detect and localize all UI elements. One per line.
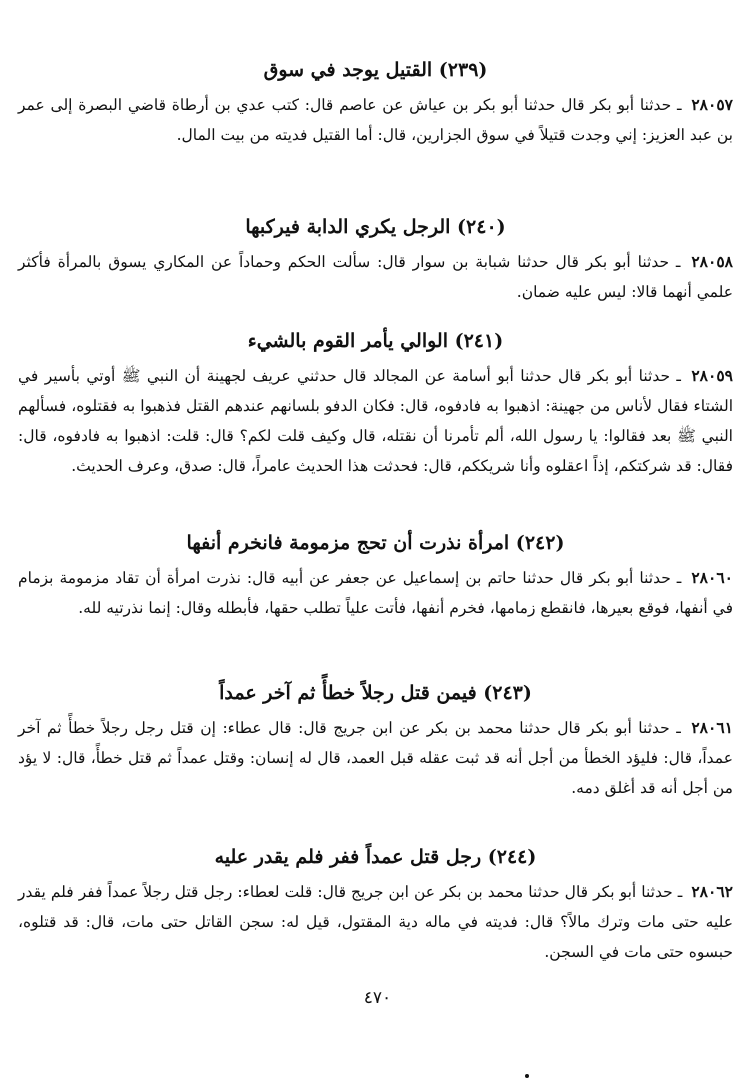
- section-heading: (٢٤١) الوالي يأمر القوم بالشيء: [247, 330, 504, 352]
- book-page: [18, 56, 733, 961]
- hadith-paragraph: [18, 713, 733, 803]
- section-240: [18, 213, 733, 323]
- section-242: [18, 529, 733, 667]
- section-heading: (٢٤٠) الرجل يكري الدابة فيركبها: [245, 216, 506, 238]
- hadith-text: ـ حدثنا أبو بكر قال حدثنا شبابة بن سوار قال: سألت الحكم وحماداً عن المكاري يسوق بالمرأة فأكثر علمي أنهما قالا: ليس عليه ضمان.: [18, 253, 733, 301]
- section-244: [18, 843, 733, 961]
- page-number: ٤٧٠: [363, 988, 392, 1008]
- hadith-number: ٢٨٠٥٧: [691, 95, 733, 114]
- scan-mark: [525, 1074, 529, 1078]
- hadith-paragraph: [18, 877, 733, 967]
- section-239: [18, 56, 733, 201]
- hadith-paragraph: [18, 361, 733, 481]
- section-241: [18, 327, 733, 515]
- hadith-text: ـ حدثنا أبو بكر قال حدثنا حاتم بن إسماعيل عن جعفر عن أبيه قال: نذرت امرأة أن تقاد مزمومة بزمام في أنفها، فوقع بعيرها، فانقطع زمامها، فخرم أنفها، فأتت علياً تطلب حقها، فأبطله وقال: إنما نذرتيه لله.: [18, 569, 733, 617]
- hadith-text: ـ حدثنا أبو بكر قال حدثنا محمد بن بكر عن ابن جريج قال: قال عطاء: إن قتل رجل رجلاً خطأً ثم آخر عمداً، قال: فليؤد الخطأ من أجل أنه قد ثبت عقله قبل العمد، قال له إنسان: وقتل عمداً ثم قتل خطأً، قال: لا يؤد من أجل أنه قد أغلق دمه.: [18, 719, 733, 797]
- section-heading: (٢٣٩) القتيل يوجد في سوق: [263, 59, 488, 81]
- hadith-number: ٢٨٠٦٢: [691, 882, 733, 901]
- hadith-number: ٢٨٠٥٨: [691, 252, 733, 271]
- hadith-number: ٢٨٠٥٩: [691, 366, 733, 385]
- section-heading: (٢٤٣) فيمن قتل رجلاً خطأً ثم آخر عمداً: [219, 682, 532, 704]
- section-heading: (٢٤٢) امرأة نذرت أن تحج مزمومة فانخرم أنفها: [186, 532, 565, 554]
- section-243: [18, 679, 733, 829]
- hadith-number: ٢٨٠٦١: [691, 718, 733, 737]
- hadith-text: ـ حدثنا أبو بكر قال حدثنا محمد بن بكر عن ابن جريج قال: قلت لعطاء: رجل قتل رجلاً عمداً ففر فلم يقدر عليه حتى مات وترك مالاً؟ قال: فديته في ماله دية المقتول، قيل له: سجن القاتل حتى مات، قال: قد قتلوه، حبسوه حتى مات في السجن.: [18, 883, 733, 961]
- hadith-paragraph: [18, 90, 733, 150]
- hadith-paragraph: [18, 563, 733, 623]
- hadith-number: ٢٨٠٦٠: [691, 568, 733, 587]
- section-heading: (٢٤٤) رجل قتل عمداً ففر فلم يقدر عليه: [214, 846, 537, 868]
- hadith-paragraph: [18, 247, 733, 307]
- hadith-text: ـ حدثنا أبو بكر قال حدثنا أبو أسامة عن المجالد قال حدثني عريف لجهينة أن النبي ﷺ أوتي بأسير في الشتاء فقال لأناس من جهينة: اذهبوا به فادفوه، قال: فكان الدفو بلسانهم عندهم القتل فذهبوا به فقتلوه، فسألهم النبي ﷺ بعد فقالوا: يا رسول الله، ألم تأمرنا أن نقتله، قال وكيف قلت لكم؟ قال: قلت: اذهبوا به فادفوه، قال: فقال: قد شركتكم، إذاً اعقلوه وأنا شريككم، قال: فحدثت هذا الحديث عامراً، قال: صدق، وعرف الحديث.: [18, 367, 733, 475]
- hadith-text: ـ حدثنا أبو بكر قال حدثنا أبو بكر بن عياش عن عاصم قال: كتب عدي بن أرطاة قاضي البصرة إلى عمر بن عبد العزيز: إني وجدت قتيلاً في سوق الجزارين، قال: أما القتيل فديته من بيت المال.: [18, 96, 733, 144]
